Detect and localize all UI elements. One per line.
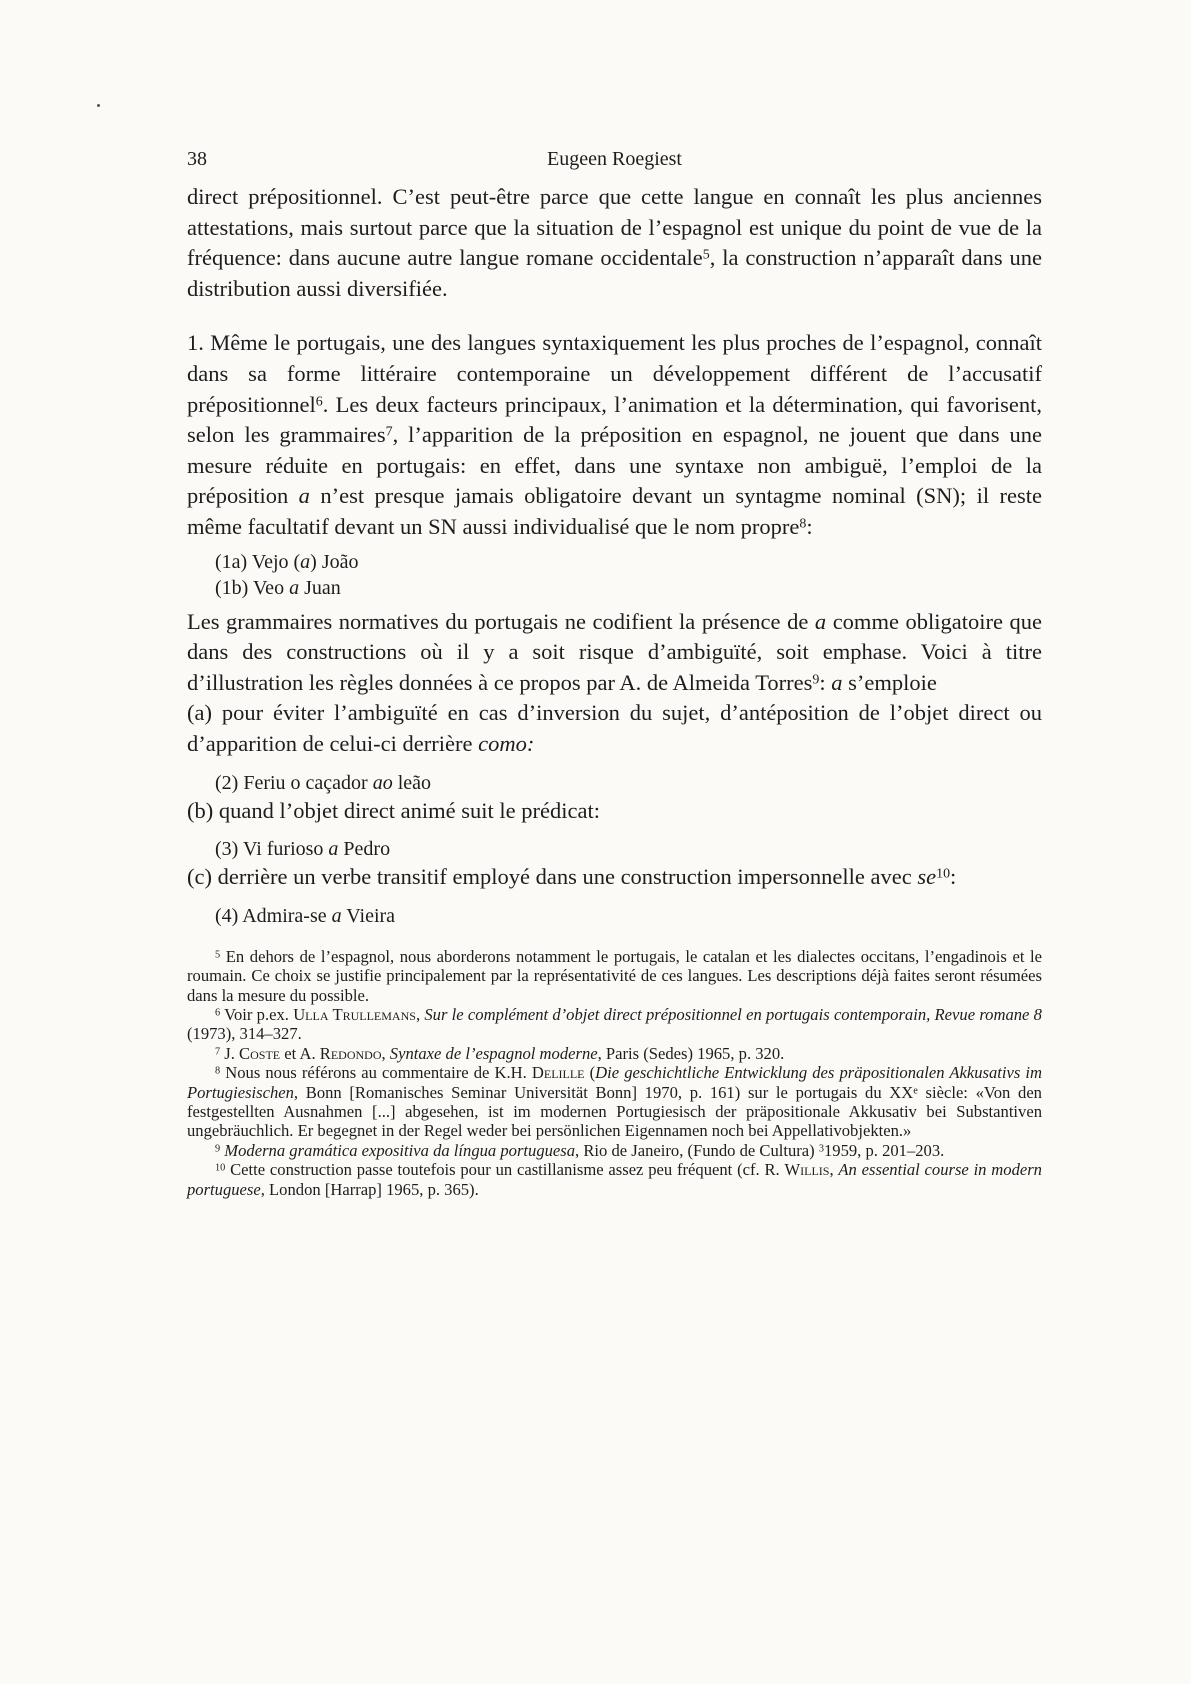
- text: Pedro: [338, 838, 391, 861]
- text: :: [806, 513, 813, 539]
- text: n’est presque jamais obligatoire devant un syntagme nominal (SN); il reste même facultatif devant un SN aussi individualisé que le nom propre: [187, 483, 1042, 539]
- text: (: [584, 1063, 596, 1083]
- footnote-6: [187, 1005, 1042, 1044]
- work-title: Sur le complément d’objet direct prépositionnel en portugais contemporain, Revue romane 8: [424, 1004, 1042, 1024]
- edition-superscript: 3: [818, 1143, 824, 1155]
- paragraph-3: [187, 607, 1042, 699]
- text: (a) pour éviter l’ambiguïté en cas d’inversion du sujet, d’antéposition de l’objet direct ou d’apparition de celui-ci derrière: [187, 700, 1042, 756]
- example-1: [215, 549, 1042, 601]
- work-title: Moderna gramática expositiva da língua portuguesa: [224, 1140, 576, 1160]
- text: Les grammaires normatives du portugais ne codifient la présence de: [187, 608, 815, 634]
- paragraph-1: [187, 182, 1042, 304]
- footnote-number: 7: [215, 1046, 221, 1058]
- text: Nous nous référons au commentaire de K.H.: [225, 1063, 532, 1083]
- example-2: [215, 770, 1042, 796]
- text: direct prépositionnel. C’est peut-être parce que cette langue en connaît les plus anciennes attestations, mais surtout parce que la situation de l’espagnol est unique du point de vue de la fréquence: dans aucune autre langue romane occidentale: [187, 184, 1042, 271]
- italic-term: se: [917, 864, 937, 890]
- author-name: Delille: [531, 1063, 585, 1083]
- italic-term: a: [814, 608, 827, 634]
- rule-a: [187, 698, 1042, 759]
- text: Vieira: [341, 904, 396, 927]
- text: ) João: [310, 550, 359, 573]
- italic-term: a: [300, 550, 311, 573]
- work-title: An essential course in modern portuguese: [187, 1160, 1042, 1199]
- text: Cette construction passe toutefois pour un castillanisme assez peu fréquent (cf. R.: [230, 1160, 785, 1180]
- text: , la construction n’apparaît dans une distribution aussi diversifiée.: [187, 245, 1042, 301]
- footnote-10: [187, 1160, 1042, 1199]
- text: (2) Feriu o caçador: [215, 771, 373, 794]
- text: (4) Admira-se: [215, 904, 332, 927]
- text: , Bonn [Romanisches Seminar Universität Bonn] 1970, p. 161) sur le portugais du XX: [293, 1082, 914, 1102]
- text: , Rio de Janeiro, (Fundo de Cultura): [575, 1140, 819, 1160]
- example-4: [215, 903, 1042, 929]
- italic-term: a: [331, 904, 342, 927]
- body-text: [187, 182, 1042, 929]
- text: siècle: «Von den festgestellten Ausnahmen [...] abgesehen, ist im modernen Portugiesisch der präpositionale Akkusativ bei Substantiven ungebräuchlich. Er begegnet in der Regel weder bei persönlichen Eigennamen noch bei Appellativobjekten.»: [187, 1082, 1042, 1141]
- footnote-7: [187, 1044, 1042, 1063]
- text: :: [819, 669, 832, 695]
- footnote-number: 6: [215, 1007, 221, 1019]
- author-name: Redondo: [319, 1043, 382, 1063]
- footnote-ref-10[interactable]: 10: [936, 866, 951, 882]
- footnote-ref-5[interactable]: 5: [702, 247, 710, 263]
- running-header: [187, 148, 1042, 182]
- text: s’emploie: [842, 669, 937, 695]
- text: et A.: [280, 1043, 320, 1063]
- footnote-number: 10: [215, 1162, 226, 1174]
- text: Voir p.ex.: [224, 1004, 294, 1024]
- footnote-ref-8[interactable]: 8: [799, 516, 807, 532]
- text: leão: [392, 771, 432, 794]
- work-title: Syntaxe de l’espagnol moderne: [389, 1043, 598, 1063]
- footnote-ref-9[interactable]: 9: [812, 672, 820, 688]
- author-name: Willis: [784, 1160, 830, 1180]
- text: , London [Harrap] 1965, p. 365).: [260, 1179, 479, 1199]
- rule-b: (b) quand l’objet direct animé suit le prédicat:: [187, 797, 600, 823]
- footnote-5: [187, 947, 1042, 1005]
- italic-term: ao: [372, 771, 393, 794]
- footnote-number: 9: [215, 1143, 221, 1155]
- text: :: [950, 864, 957, 890]
- text: . Les deux facteurs principaux, l’animation et la détermination, qui favorisent, selon les grammaires: [187, 391, 1042, 448]
- italic-term: a: [298, 483, 310, 509]
- running-author: Eugeen Roegiest: [547, 148, 682, 170]
- footnotes: [187, 947, 1042, 1199]
- text: (3) Vi furioso: [215, 838, 329, 861]
- author-name: J. Coste: [224, 1043, 281, 1063]
- text: (1b) Veo: [215, 576, 290, 599]
- footnote-ref-6[interactable]: 6: [315, 394, 323, 410]
- footnote-9: [187, 1141, 1042, 1160]
- rule-c: [187, 862, 1042, 893]
- text: comme obligatoire que dans des constructions où il y a soit risque d’ambiguïté, soit emphase. Voici à titre d’illustration les règles données à ce propos par A. de Almeida Torres: [187, 608, 1043, 695]
- footnote-number: 8: [215, 1065, 221, 1077]
- text: (1a) Vejo (: [215, 550, 301, 573]
- text: 1. Même le portugais, une des langues syntaxiquement les plus proches de l’espagnol, connaît dans sa forme littéraire contemporaine un développement différent de l’accusatif prépositionnel: [187, 330, 1042, 417]
- text: , Paris (Sedes) 1965, p. 320.: [597, 1043, 785, 1063]
- footnote-ref-7[interactable]: 7: [385, 424, 393, 440]
- text: ,: [415, 1004, 425, 1024]
- text: Juan: [299, 576, 341, 599]
- italic-term: a: [328, 838, 339, 861]
- century-superscript: e: [913, 1084, 918, 1096]
- page: [187, 148, 1042, 1199]
- example-1a: [215, 549, 1042, 575]
- text: 1959, p. 201–203.: [823, 1140, 945, 1160]
- text: (c) derrière un verbe transitif employé dans une construction impersonnelle avec: [187, 864, 918, 890]
- text: , l’apparition de la préposition en espagnol, ne jouent que dans une mesure réduite en portugais: en effet, dans une syntaxe non ambiguë, l’emploi de la préposition: [187, 422, 1042, 509]
- italic-term: como:: [478, 730, 535, 756]
- text: ,: [381, 1043, 390, 1063]
- footnote-8: [187, 1063, 1042, 1141]
- text: ,: [829, 1160, 839, 1180]
- author-name: Ulla Trullemans: [293, 1004, 416, 1024]
- page-number: 38: [187, 148, 207, 170]
- text: En dehors de l’espagnol, nous aborderons notamment le portugais, le catalan et les dialectes occitans, l’engadinois et le roumain. Ce choix se justifie principalement par la représentativité de ces langues. Les descriptions déjà faites seront résumées dans la mesure du possible.: [187, 946, 1043, 1005]
- work-title: Die geschichtliche Entwicklung des präpositionalen Akkusativs im Portugiesischen: [187, 1063, 1043, 1102]
- example-1b: [215, 575, 1042, 601]
- italic-term: a: [831, 669, 843, 695]
- example-3: [215, 836, 1042, 862]
- paragraph-2: [187, 328, 1042, 542]
- footnote-number: 5: [215, 949, 221, 961]
- text: (1973), 314–327.: [187, 1024, 302, 1044]
- italic-term: a: [289, 576, 300, 599]
- scan-speck: [97, 104, 100, 107]
